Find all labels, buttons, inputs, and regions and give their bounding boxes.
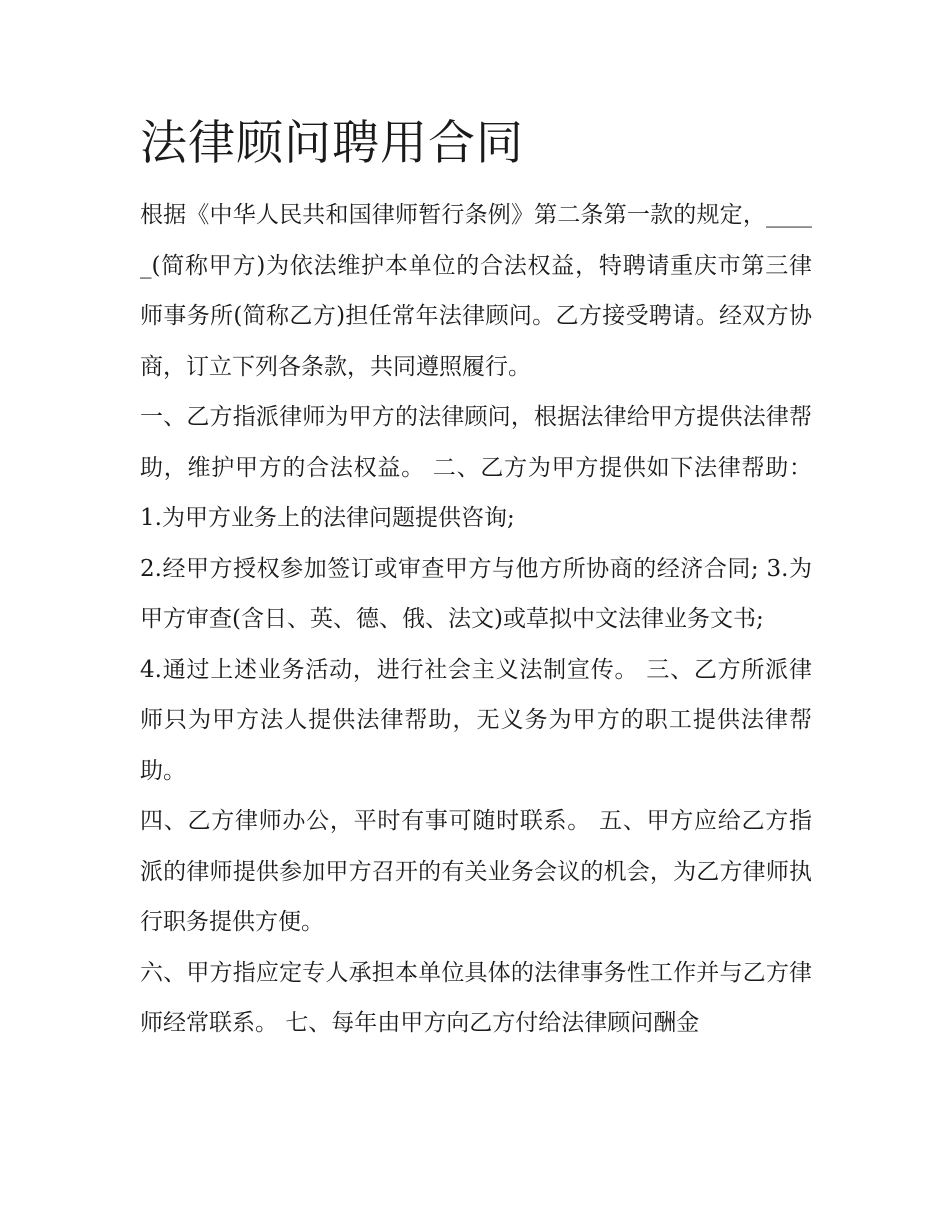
paragraph-items-2-3: 2.经甲方授权参加签订或审查甲方与他方所协商的经济合同; 3.为甲方审查(含日、英、德、俄、法文)或草拟中文法律业务文书; — [140, 555, 812, 632]
paragraph-clause-6-7: 六、甲方指应定专人承担本单位具体的法律事务性工作并与乙方律师经常联系。 七、每年由甲方向乙方付给法律顾问酬金 — [140, 959, 812, 1036]
paragraph-item-4-clause-3: 4.通过上述业务活动，进行社会主义法制宣传。 三、乙方所派律师只为甲方法人提供法律帮助，无义务为甲方的职工提供法律帮助。 — [140, 656, 812, 784]
paragraph-clause-4-5: 四、乙方律师办公，平时有事可随时联系。 五、甲方应给乙方指派的律师提供参加甲方召开的有关业务会议的机会，为乙方律师执行职务提供方便。 — [140, 808, 812, 935]
document-page — [140, 112, 812, 1049]
document-title: 法律顾问聘用合同 — [140, 116, 524, 171]
paragraph-preamble: 根据《中华人民共和国律师暂行条例》第二条第一款的规定，_____(简称甲方)为依法维护本单位的合法权益，特聘请重庆市第三律师事务所(简称乙方)担任常年法律顾问。乙方接受聘请。经双方协商，订立下列各条款，共同遵照履行。 — [140, 202, 812, 380]
paragraph-clause-1-2: 一、乙方指派律师为甲方的法律顾问，根据法律给甲方提供法律帮助，维护甲方的合法权益。 二、乙方为甲方提供如下法律帮助： 1.为甲方业务上的法律问题提供咨询; — [140, 404, 812, 531]
